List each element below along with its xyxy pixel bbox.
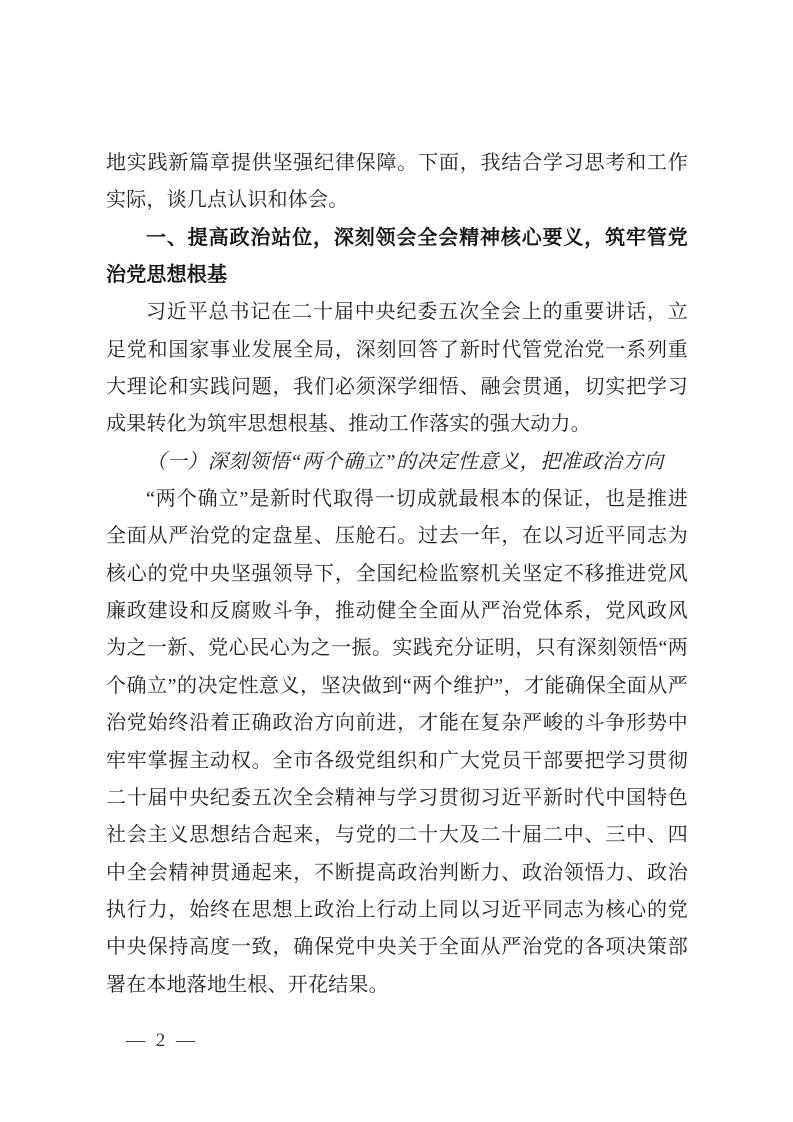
section-heading-1: 一、提高政治站位，深刻领会全会精神核心要义，筑牢管党治党思想根基 bbox=[106, 226, 688, 287]
page-number: — 2 — bbox=[126, 1030, 198, 1051]
body-paragraph-2: “两个确立”是新时代取得一切成就最根本的保证，也是推进全面从严治党的定盘星、压舱石。过去一年，在以习近平同志为核心的党中央坚强领导下，全国纪检监察机关坚定不移推进党风廉政建设和反腐败斗争，推动健全全面从严治党体系，党风政风为之一新、党心民心为之一振。实践充分证明，只有深刻领悟“两个确立”的决定性意义，坚决做到“两个维护”，才能确保全面从严治党始终沿着正确政治方向前进，才能在复杂严峻的斗争形势中牢牢掌握主动权。全市各级党组织和广大党员干部要把学习贯彻二十届中央纪委五次全会精神与学习贯彻习近平新时代中国特色社会主义思想结合起来，与党的二十大及二十届二中、三中、四中全会精神贯通起来，不断提高政治判断力、政治领悟力、政治执行力，始终在思想上政治上行动上同以习近平同志为核心的党中央保持高度一致，确保党中央关于全面从严治党的各项决策部署在本地落地生根、开花结果。 bbox=[106, 488, 688, 996]
subsection-heading-1-1: （一）深刻领悟“两个确立”的决定性意义，把准政治方向 bbox=[146, 450, 664, 473]
body-paragraph-1: 习近平总书记在二十届中央纪委五次全会上的重要讲话，立足党和国家事业发展全局，深刻回答了新时代管党治党一系列重大理论和实践问题，我们必须深学细悟、融会贯通，切实把学习成果转化为筑牢思想根基、推动工作落实的强大动力。 bbox=[106, 301, 688, 436]
paragraph-continuation: 地实践新篇章提供坚强纪律保障。下面，我结合学习思考和工作实际，谈几点认识和体会。 bbox=[106, 152, 688, 212]
document-text-block bbox=[106, 145, 688, 1004]
